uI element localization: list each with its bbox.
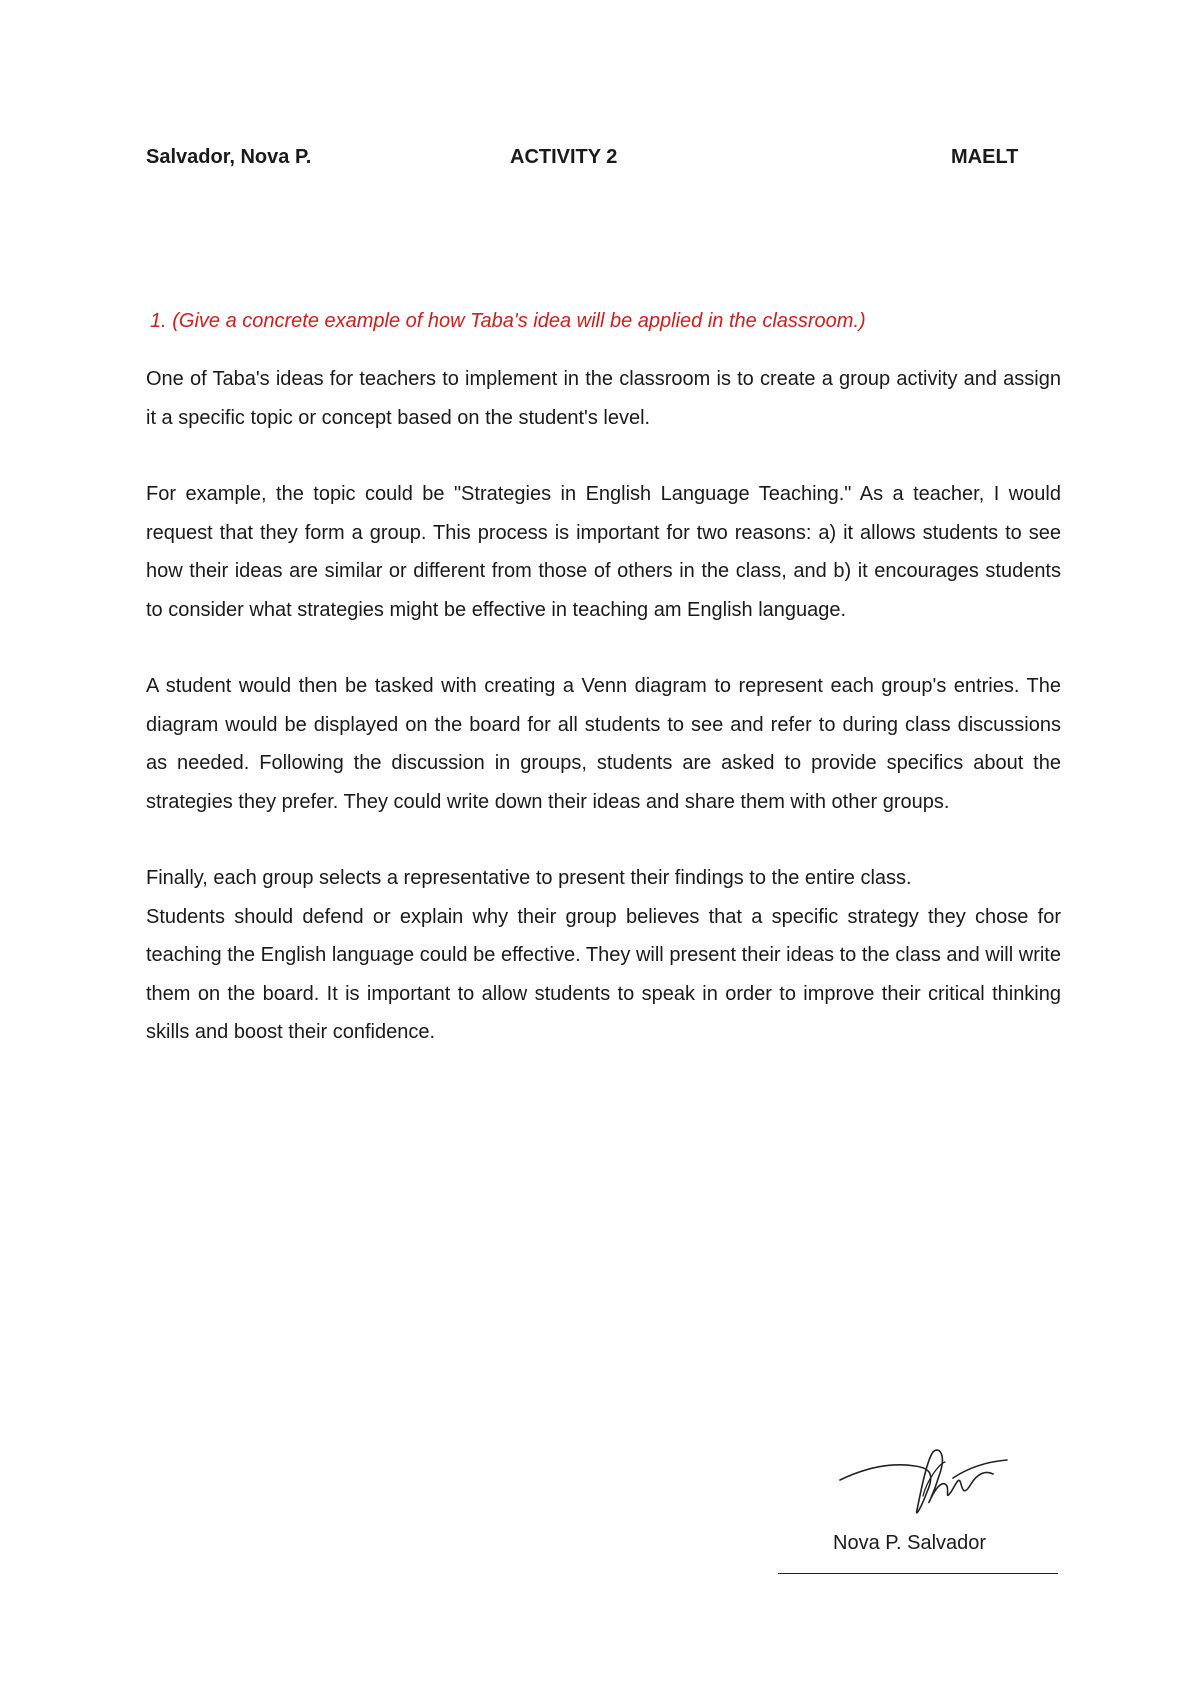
student-name: Salvador, Nova P. bbox=[146, 146, 312, 168]
course-code: MAELT bbox=[951, 146, 1019, 168]
document-header bbox=[0, 146, 1200, 176]
answer-body bbox=[146, 360, 1061, 1090]
paragraph: Students should defend or explain why their group believes that a specific strategy they chose for teaching the English language could be effective. They will present their ideas to the class and will write them on the board. It is important to allow students to speak in order to improve their critical thinking skills and boost their confidence. bbox=[146, 905, 1061, 1043]
handwritten-signature bbox=[835, 1440, 1015, 1530]
signature-line bbox=[778, 1573, 1058, 1574]
paragraph: For example, the topic could be "Strategies in English Language Teaching." As a teacher, I would request that they form a group. This process is important for two reasons: a) it allows students to see how their ideas are similar or different from those of others in the class, and b) it encourages students to consider what strategies might be effective in teaching am English language. bbox=[146, 483, 1061, 621]
signatory-name: Nova P. Salvador bbox=[833, 1532, 987, 1554]
paragraph: Finally, each group selects a representative to present their findings to the entire class. bbox=[146, 867, 912, 889]
paragraph: One of Taba's ideas for teachers to implement in the classroom is to create a group activity and assign it a specific topic or concept based on the student's level. bbox=[146, 368, 1061, 429]
activity-title: ACTIVITY 2 bbox=[510, 146, 618, 168]
signature-area bbox=[775, 1440, 1075, 1580]
question-prompt: 1. (Give a concrete example of how Taba's idea will be applied in the classroom.) bbox=[150, 310, 866, 332]
paragraph: A student would then be tasked with creating a Venn diagram to represent each group's entries. The diagram would be displayed on the board for all students to see and refer to during class discussions as needed. Following the discussion in groups, students are asked to provide specifics about the strategies they prefer. They could write down their ideas and share them with other groups. bbox=[146, 675, 1061, 813]
